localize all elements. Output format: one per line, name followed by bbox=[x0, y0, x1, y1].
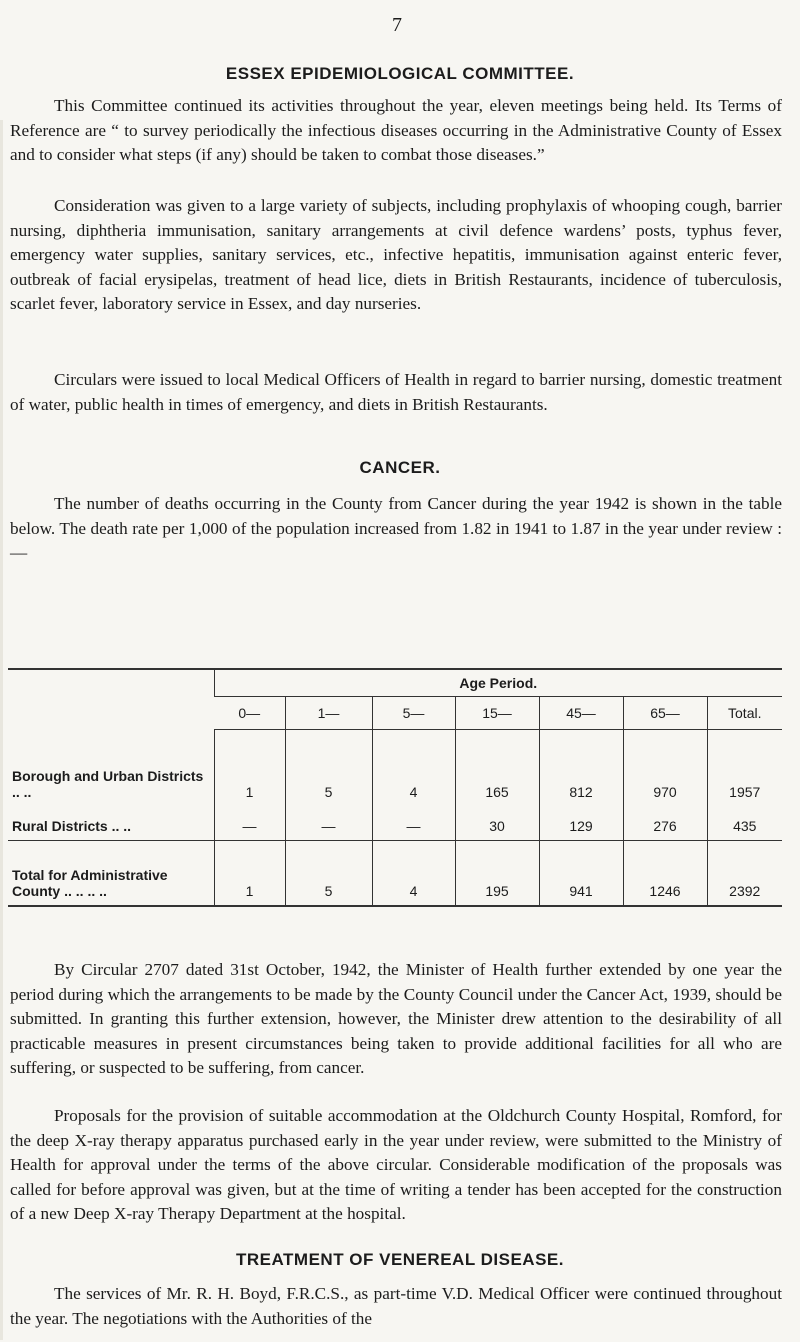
table-cell: 195 bbox=[455, 841, 539, 907]
column-header: 5— bbox=[372, 697, 455, 730]
table-cell: 1 bbox=[214, 730, 285, 807]
table-cell: 5 bbox=[285, 841, 372, 907]
cancer-paragraph-proposals: Proposals for the provision of suitable accommodation at the Oldchurch County Hospital, Romford, for the deep X-ray therapy apparatus purchased early in the year under review, were submitted to the Ministry of Health for approval under the terms of the above circular. Considerable modification of the proposals was called for before approval was given, but at the time of writing a tender has been accepted for the construction of a new Deep X-ray Therapy Department at the hospital. bbox=[10, 1106, 782, 1224]
column-header: 0— bbox=[214, 697, 285, 730]
table-cell: 4 bbox=[372, 730, 455, 807]
table-cell: 970 bbox=[623, 730, 707, 807]
cancer-intro-paragraph: The number of deaths occurring in the County from Cancer during the year 1942 is shown in the table below. The death rate per 1,000 of the population increased from 1.82 in 1941 to 1.87 in the year under review :— bbox=[10, 494, 782, 563]
row-label: Rural Districts .. .. bbox=[12, 818, 132, 834]
epidemiological-paragraph-2: Consideration was given to a large variety of subjects, including prophylaxis of whooping cough, barrier nursing, diphtheria immunisation, sanitary arrangements at civil defence wardens’ posts, typhus fever, emergency water supplies, sanitary services, etc., infective hepatitis, immunisation against enteric fever, outbreak of facial erysipelas, treatment of head lice, diets in British Restaurants, incidence of tuberculosis, scarlet fever, laboratory service in Essex, and day nurseries. bbox=[10, 196, 782, 314]
table-cell: — bbox=[285, 806, 372, 841]
venereal-paragraph: The services of Mr. R. H. Boyd, F.R.C.S., as part-time V.D. Medical Officer were continued throughout the year. The negotiations with the Authorities of the bbox=[10, 1284, 782, 1328]
page-edge-shadow bbox=[0, 120, 3, 1340]
table-cell: 30 bbox=[455, 806, 539, 841]
table-row-total bbox=[8, 841, 782, 907]
row-label: Total for Administrative County .. .. .. .. bbox=[8, 841, 214, 907]
cancer-heading: CANCER. bbox=[359, 458, 441, 477]
table-cell: 129 bbox=[539, 806, 623, 841]
column-header: 45— bbox=[539, 697, 623, 730]
table-group-header-row bbox=[8, 669, 782, 697]
age-period-header: Age Period. bbox=[214, 669, 782, 697]
cancer-deaths-table bbox=[8, 668, 782, 907]
epidemiological-paragraph-1: This Committee continued its activities throughout the year, eleven meetings being held. Its Terms of Reference are “ to survey periodically the infectious diseases occurring in the Administrative County of Essex and to consider what steps (if any) should be taken to combat those diseases.” bbox=[10, 96, 782, 165]
table-row bbox=[8, 730, 782, 807]
epidemiological-paragraph-3: Circulars were issued to local Medical Officers of Health in regard to barrier nursing, domestic treatment of water, public health in times of emergency, and diets in British Restaurants. bbox=[10, 370, 782, 414]
table-cell: 2392 bbox=[707, 841, 782, 907]
table-cell: — bbox=[214, 806, 285, 841]
column-header: 65— bbox=[623, 697, 707, 730]
table-cell: 276 bbox=[623, 806, 707, 841]
table-cell: 1246 bbox=[623, 841, 707, 907]
column-header: 15— bbox=[455, 697, 539, 730]
table-cell: 1 bbox=[214, 841, 285, 907]
table-cell: 1957 bbox=[707, 730, 782, 807]
table-cell: 165 bbox=[455, 730, 539, 807]
table-cell: 941 bbox=[539, 841, 623, 907]
cancer-paragraph-circular: By Circular 2707 dated 31st October, 1942, the Minister of Health further extended by one year the period during which the arrangements to be made by the County Council under the Cancer Act, 1939, should be submitted. In granting this further extension, however, the Minister drew attention to the desirability of all practicable measures in present circumstances being taken to provide additional facilities for all who are suffering, or suspected to be suffering, from cancer. bbox=[10, 960, 782, 1078]
epidemiological-heading: ESSEX EPIDEMIOLOGICAL COMMITTEE. bbox=[225, 64, 575, 83]
page-number: 7 bbox=[392, 14, 402, 36]
table-corner-cell bbox=[8, 669, 214, 730]
column-header: Total. bbox=[707, 697, 782, 730]
table-row bbox=[8, 806, 782, 841]
venereal-heading: TREATMENT OF VENEREAL DISEASE. bbox=[236, 1250, 564, 1269]
table-cell: 812 bbox=[539, 730, 623, 807]
table-cell: 5 bbox=[285, 730, 372, 807]
table-cell: 435 bbox=[707, 806, 782, 841]
column-header: 1— bbox=[285, 697, 372, 730]
table-cell: 4 bbox=[372, 841, 455, 907]
table-cell: — bbox=[372, 806, 455, 841]
row-label: Borough and Urban Districts .. .. bbox=[12, 768, 204, 800]
